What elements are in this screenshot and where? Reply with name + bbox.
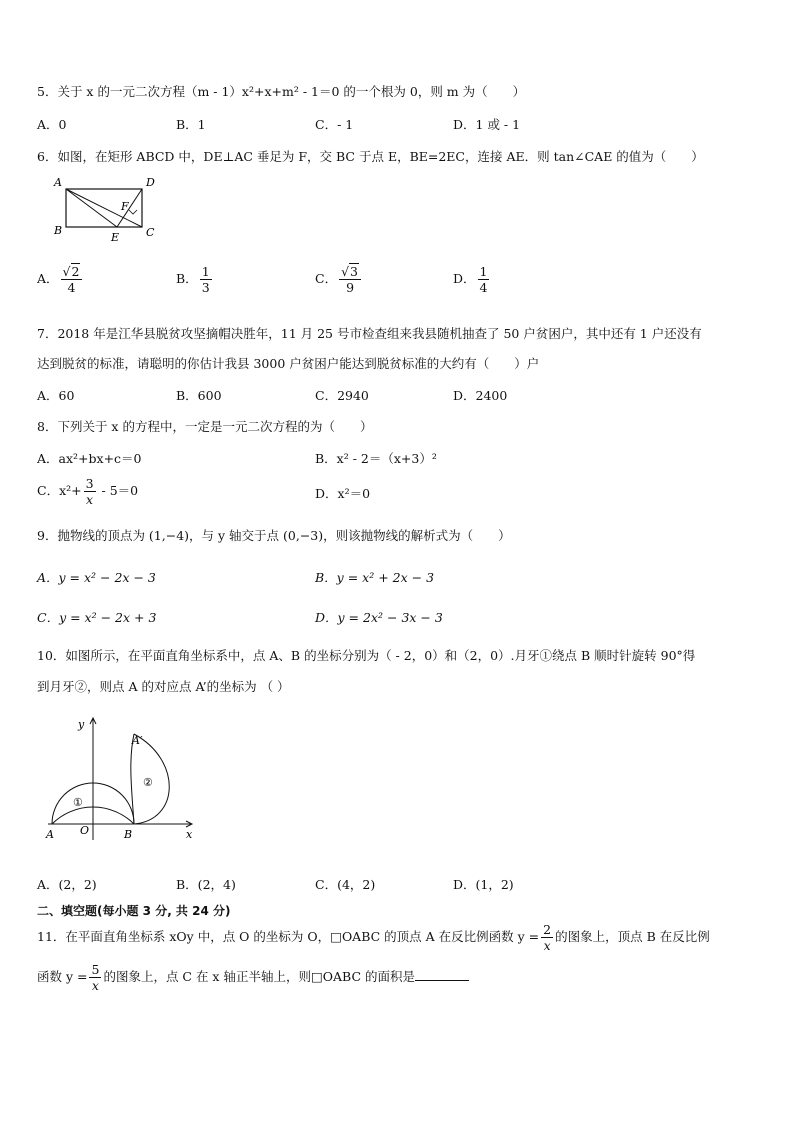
q6-stem: 6．如图，在矩形 ABCD 中，DE⊥AC 垂足为 F，交 BC 于点 E，BE=2EC，连接 AE．则 tan∠CAE 的值为（ ） xyxy=(37,149,704,164)
q7-option-d: D．2400 xyxy=(453,388,508,403)
q9-option-d: D．y = 2x² − 3x − 3 xyxy=(315,610,443,625)
q5-option-d: D．1 或 - 1 xyxy=(453,117,521,132)
q10-crescent-1-label: ① xyxy=(73,796,83,809)
q5-option-a: A．0 xyxy=(37,117,67,132)
q9-option-b: B．y = x² + 2x − 3 xyxy=(315,570,435,585)
q5-option-b: B．1 xyxy=(176,117,206,132)
q9-option-a: A．y = x² − 2x − 3 xyxy=(37,570,156,585)
q10-option-c: C．(4，2) xyxy=(315,877,376,892)
q6-label-a: A xyxy=(54,176,62,189)
q7-stem-line2: 达到脱贫的标准，请聪明的你估计我县 3000 户贫困户能达到脱贫标准的大约有（ ）户 xyxy=(37,356,540,371)
q10-label-a-prime: A′ xyxy=(132,734,143,747)
q7-option-c: C．2940 xyxy=(315,388,369,403)
q6-rectangle-figure xyxy=(48,172,168,244)
q10-option-d: D．(1，2) xyxy=(453,877,514,892)
q6-option-c: C． $\frac{√3}{9}$ xyxy=(315,264,363,295)
q6-option-b: B． $\frac{1}{3}$ xyxy=(176,264,210,295)
q10-stem-line2: 到月牙②，则点 A 的对应点 A’的坐标为 （ ） xyxy=(37,679,290,694)
q8-option-d: D．x²＝0 xyxy=(315,486,371,501)
q9-stem: 9．抛物线的顶点为 (1,−4)，与 y 轴交于点 (0,−3)，则该抛物线的解析式为（ ） xyxy=(37,528,511,543)
q8-option-c: C．x²+ $\frac{3}{x}$ - 5＝0 xyxy=(37,476,139,507)
q6-option-d: D． $\frac{1}{4}$ xyxy=(453,264,488,295)
q11-line1: 11．在平面直角坐标系 xOy 中，点 O 的坐标为 O，□OABC 的顶点 A 在反比例函数 y = $\frac{2}{x}$ 的图象上，顶点 B 在反比例 xyxy=(37,922,710,953)
q10-crescent-figure xyxy=(40,712,200,844)
q10-crescent-2-label: ② xyxy=(143,776,153,789)
q10-label-x: x xyxy=(186,828,193,841)
q8-option-a: A．ax²+bx+c＝0 xyxy=(37,451,142,466)
q6-label-c: C xyxy=(146,226,155,239)
q10-option-b: B．(2，4) xyxy=(176,877,236,892)
q8-option-b: B．x² - 2＝（x+3）² xyxy=(315,451,437,466)
q8-stem: 8．下列关于 x 的方程中，一定是一元二次方程的为（ ） xyxy=(37,419,373,434)
q7-stem-line1: 7．2018 年是江华县脱贫攻坚摘帽决胜年，11 月 25 号市检查组来我县随机抽查了 50 户贫困户，其中还有 1 户还没有 xyxy=(37,326,702,341)
q7-option-b: B．600 xyxy=(176,388,222,403)
q6-label-e: E xyxy=(111,231,120,244)
section-heading-fill-in: 二、填空题(每小题 3 分, 共 24 分) xyxy=(37,904,231,918)
q7-option-a: A．60 xyxy=(37,388,75,403)
q6-label-b: B xyxy=(54,224,63,237)
q10-label-a: A xyxy=(46,828,54,841)
q10-option-a: A．(2，2) xyxy=(37,877,97,892)
q10-label-o: O xyxy=(80,824,90,837)
q9-option-c: C．y = x² − 2x + 3 xyxy=(37,610,157,625)
q11-line2: 函数 y = $\frac{5}{x}$ 的图象上，点 C 在 x 轴正半轴上，则□OABC 的面积是 xyxy=(37,962,469,993)
q5-option-c: C．- 1 xyxy=(315,117,354,132)
q6-label-d: D xyxy=(146,176,155,189)
q10-label-y: y xyxy=(78,718,85,731)
q10-label-b: B xyxy=(124,828,133,841)
q6-option-a: A． $\frac{√2}{4}$ xyxy=(37,264,84,295)
q11-answer-blank xyxy=(415,968,469,981)
q5-stem: 5．关于 x 的一元二次方程（m - 1）x²+x+m² - 1＝0 的一个根为 0，则 m 为（ ） xyxy=(37,84,526,99)
q6-label-f: F xyxy=(121,200,129,213)
q10-stem-line1: 10．如图所示，在平面直角坐标系中，点 A、B 的坐标分别为（ - 2，0）和（2，0）.月牙①绕点 B 顺时针旋转 90°得 xyxy=(37,648,696,663)
